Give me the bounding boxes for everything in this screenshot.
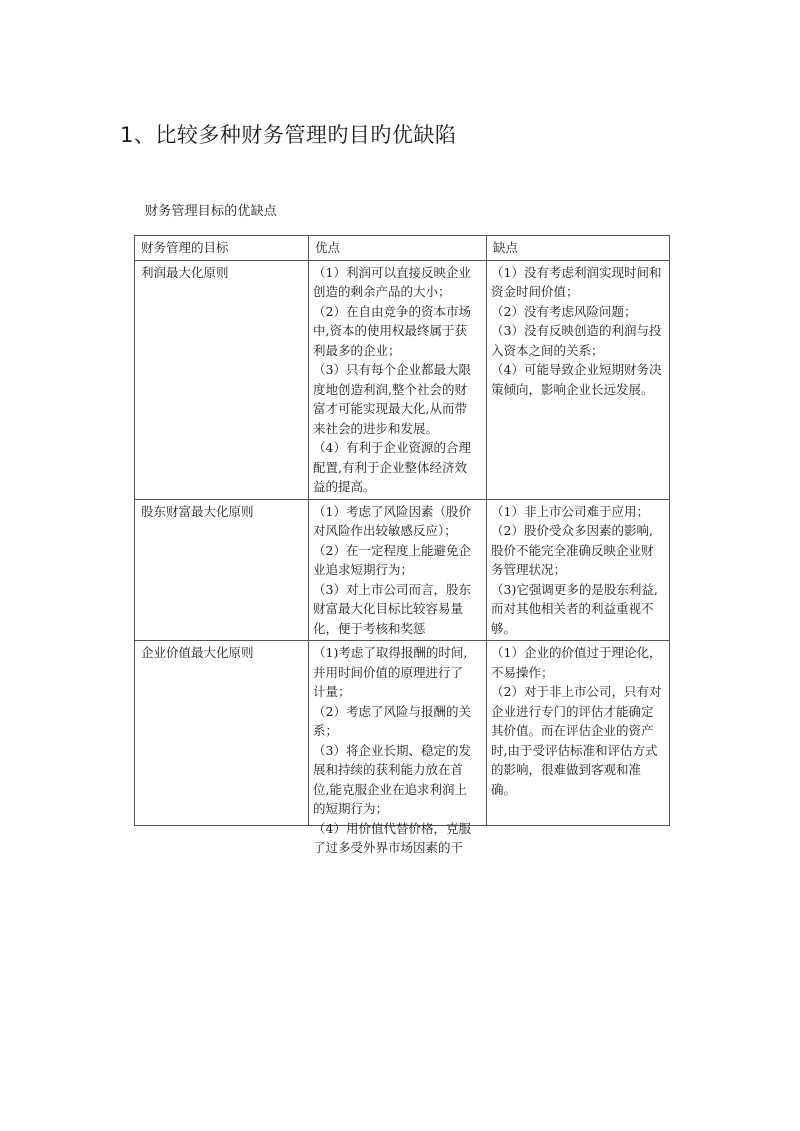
cons-item: （4）可能导致企业短期财务决 策倾向，影响企业长远发展。: [491, 362, 662, 397]
table-row: [135, 641, 670, 826]
goal-name: 利润最大化原则: [135, 260, 309, 499]
pros-item: （2）在一定程度上能避免企 业追求短期行为；: [313, 542, 471, 577]
pros-item: （4）用价值代替价格，克服 了过多受外界市场因素的干: [313, 820, 471, 855]
table-caption: 财务管理目标的优缺点: [145, 204, 278, 219]
cons-item: （3）没有反映创造的利润与投 入资本之间的关系；: [491, 323, 662, 358]
pros-item: （3）将企业长期、稳定的发 展和持续的获利能力放在首 位,能克服企业在追求利润上 的短期行为；: [313, 742, 471, 816]
cons-item: （1）非上市公司难于应用；: [491, 503, 649, 519]
table-row: [135, 260, 670, 499]
pros-cell: [309, 499, 487, 641]
pros-item: （1）考虑了风险因素（股价 对风险作出较敏感反应）；: [313, 503, 471, 538]
pros-item: （3）对上市公司而言，股东 财富最大化目标比较容易量 化，便于考核和奖惩: [313, 581, 471, 636]
table-row: [135, 499, 670, 641]
cons-item: （2）没有考虑风险问题；: [491, 303, 637, 319]
cons-item: （1）企业的价值过于理论化， 不易操作；: [491, 645, 662, 680]
goals-table: [134, 235, 670, 855]
cons-item: （1）没有考虑利润实现时间和 资金时间价值；: [491, 264, 662, 299]
goal-name: 企业价值最大化原则: [135, 641, 309, 826]
pros-item: （1)考虑了取得报酬的时间, 并用时间价值的原理进行了 计量；: [313, 645, 468, 699]
cons-item: （2）对于非上市公司，只有对 企业进行专门的评估才能确定 其价值。而在评估企业的资产 时,由于受评估标准和评估方式 的影响，很难做到客观和准确。: [491, 684, 662, 797]
header-goal: 财务管理的目标: [135, 236, 309, 261]
pros-cell-content: [313, 643, 482, 855]
cons-cell: [487, 499, 670, 641]
pros-cell: [309, 260, 487, 499]
header-pros: 优点: [309, 236, 487, 261]
header-cons: 缺点: [487, 236, 670, 261]
pros-item: （2）考虑了风险与报酬的关 系；: [313, 703, 471, 738]
pros-cell: [309, 641, 487, 855]
pros-item: （3）只有每个企业都最大限 度地创造利润,整个社会的财 富才可能实现最大化,从而带 来社会的进步和发展。: [313, 362, 471, 436]
cons-cell: [487, 260, 670, 499]
cons-item: （2）股价受众多因素的影响, 股价不能完全准确反映企业财 务管理状况；: [491, 523, 654, 577]
goal-name: 股东财富最大化原则: [135, 499, 309, 641]
cons-item: （3)它强调更多的是股东利益, 而对其他相关者的利益重视不 够。: [491, 581, 658, 636]
page-heading: 1、比较多种财务管理旳目旳优缺陷: [120, 123, 457, 147]
pros-item: （1）利润可以直接反映企业 创造的剩余产品的大小；: [313, 264, 471, 299]
cons-cell: [487, 641, 670, 826]
table-header-row: [135, 236, 670, 261]
pros-item: （4）有利于企业资源的合理 配置,有利于企业整体经济效 益的提高。: [313, 440, 471, 494]
pros-item: （2）在自由竞争的资本市场 中,资本的使用权最终属于获 利最多的企业；: [313, 303, 471, 358]
